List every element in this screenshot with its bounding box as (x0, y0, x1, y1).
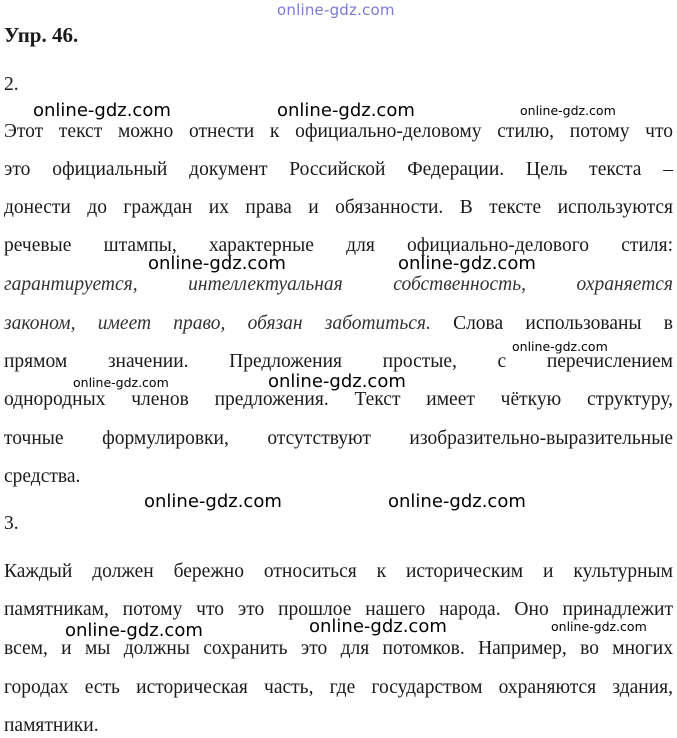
section-2-line-6 (4, 312, 673, 336)
watermark: online-gdz.com (512, 339, 608, 354)
section-2-line-10: средства. (4, 466, 81, 487)
section-3-line-2: памятникам, потому что это прошлое нашего народа. Оно принадлежит (4, 599, 673, 620)
watermark: online-gdz.com (144, 491, 282, 512)
section-2-line-6-rest: Слова использованы в (430, 313, 673, 334)
section-3-line-1: Каждый должен бережно относиться к историческим и культурным (4, 561, 673, 582)
watermark-top: online-gdz.com (277, 1, 395, 19)
watermark: online-gdz.com (309, 616, 447, 637)
section-2-line-5-examples: гарантируется, интеллектуальная собственность, охраняется (4, 274, 673, 295)
watermark: online-gdz.com (33, 100, 171, 121)
watermark: online-gdz.com (73, 375, 169, 390)
section-2-line-3: донести до граждан их права и обязанности. В тексте используются (4, 197, 673, 218)
exercise-title: Упр. 46. (4, 23, 79, 47)
watermark: online-gdz.com (551, 619, 647, 634)
section-2-line-7: прямом значении. Предложения простые, с перечислением (4, 351, 673, 372)
watermark: online-gdz.com (388, 491, 526, 512)
section-2-number: 2. (4, 74, 19, 95)
watermark: online-gdz.com (268, 371, 406, 392)
section-2-line-2: это официальный документ Российской Федерации. Цель текста – (4, 159, 673, 180)
section-2-line-6-italic: законом, имеет право, обязан заботиться. (4, 313, 431, 334)
watermark: online-gdz.com (520, 103, 616, 118)
section-2-line-9: точные формулировки, отсутствуют изобразительно-выразительные (4, 428, 673, 449)
watermark: online-gdz.com (65, 620, 203, 641)
section-3-line-4: городах есть историческая часть, где государством охраняются здания, (4, 677, 673, 698)
section-3-number: 3. (4, 513, 19, 534)
watermark: online-gdz.com (277, 100, 415, 121)
section-2-line-1: Этот текст можно отнести к официально-деловому стилю, потому что (4, 121, 673, 142)
section-2-line-4: речевые штампы, характерные для официально-делового стиля: (4, 235, 673, 256)
watermark: online-gdz.com (148, 253, 286, 274)
watermark: online-gdz.com (398, 253, 536, 274)
section-2-line-8: однородных членов предложения. Текст имеет чёткую структуру, (4, 389, 673, 410)
section-3-line-3: всем, и мы должны сохранить это для потомков. Например, во многих (4, 638, 673, 659)
section-3-line-5: памятники. (4, 715, 99, 736)
